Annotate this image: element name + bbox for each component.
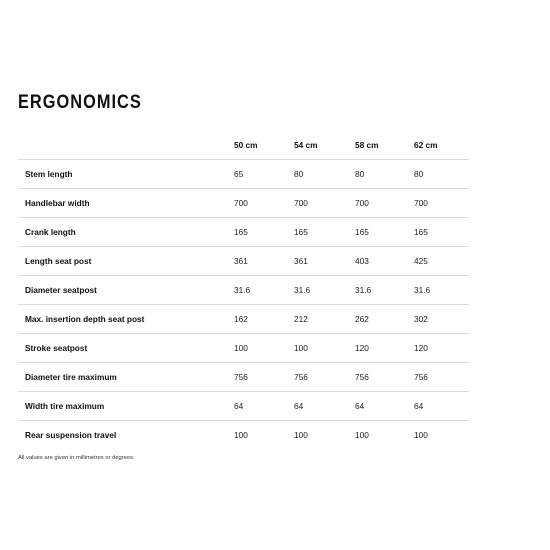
table-row <box>18 305 469 334</box>
table-row <box>18 160 469 189</box>
column-header-size: 62 cm <box>414 139 438 150</box>
row-label: Width tire maximum <box>18 392 234 421</box>
value-cell: 100 <box>294 421 355 450</box>
table-row <box>18 421 469 450</box>
value-cell: 756 <box>234 363 294 392</box>
column-header-size: 54 cm <box>294 139 318 150</box>
value-cell: 100 <box>294 334 355 363</box>
value-cell: 361 <box>234 247 294 276</box>
row-label: Handlebar width <box>18 189 234 218</box>
value-cell: 80 <box>414 160 469 189</box>
value-cell: 700 <box>234 189 294 218</box>
row-label: Length seat post <box>18 247 234 276</box>
section-title: ERGONOMICS <box>18 92 142 113</box>
value-cell: 31.6 <box>414 276 469 305</box>
header-label-cell <box>18 130 234 160</box>
value-cell: 756 <box>355 363 414 392</box>
row-label: Rear suspension travel <box>18 421 234 450</box>
value-cell: 212 <box>294 305 355 334</box>
value-cell: 31.6 <box>355 276 414 305</box>
table-row <box>18 363 469 392</box>
value-cell: 80 <box>355 160 414 189</box>
value-cell: 756 <box>414 363 469 392</box>
value-cell: 700 <box>294 189 355 218</box>
value-cell: 165 <box>234 218 294 247</box>
value-cell: 361 <box>294 247 355 276</box>
value-cell: 64 <box>355 392 414 421</box>
table-row <box>18 247 469 276</box>
value-cell: 80 <box>294 160 355 189</box>
table-row <box>18 392 469 421</box>
row-label: Stroke seatpost <box>18 334 234 363</box>
ergonomics-table <box>18 130 469 449</box>
value-cell: 700 <box>355 189 414 218</box>
value-cell: 403 <box>355 247 414 276</box>
value-cell: 425 <box>414 247 469 276</box>
value-cell: 165 <box>294 218 355 247</box>
value-cell: 31.6 <box>234 276 294 305</box>
table-header-row <box>18 130 469 160</box>
value-cell: 700 <box>414 189 469 218</box>
value-cell: 100 <box>355 421 414 450</box>
value-cell: 120 <box>414 334 469 363</box>
table-row <box>18 218 469 247</box>
value-cell: 100 <box>234 421 294 450</box>
value-cell: 165 <box>355 218 414 247</box>
value-cell: 756 <box>294 363 355 392</box>
row-label: Max. insertion depth seat post <box>18 305 234 334</box>
row-label: Crank length <box>18 218 234 247</box>
value-cell: 64 <box>234 392 294 421</box>
table-row <box>18 189 469 218</box>
column-header-size: 50 cm <box>234 139 258 150</box>
row-label: Stem length <box>18 160 234 189</box>
row-label: Diameter seatpost <box>18 276 234 305</box>
value-cell: 31.6 <box>294 276 355 305</box>
column-header-size: 58 cm <box>355 139 379 150</box>
value-cell: 302 <box>414 305 469 334</box>
value-cell: 120 <box>355 334 414 363</box>
table-row <box>18 276 469 305</box>
row-label: Diameter tire maximum <box>18 363 234 392</box>
value-cell: 64 <box>294 392 355 421</box>
value-cell: 100 <box>234 334 294 363</box>
footnote: All values are given in millimetres or degrees. <box>18 455 135 461</box>
table-row <box>18 334 469 363</box>
value-cell: 65 <box>234 160 294 189</box>
value-cell: 64 <box>414 392 469 421</box>
value-cell: 165 <box>414 218 469 247</box>
value-cell: 262 <box>355 305 414 334</box>
value-cell: 162 <box>234 305 294 334</box>
value-cell: 100 <box>414 421 469 450</box>
